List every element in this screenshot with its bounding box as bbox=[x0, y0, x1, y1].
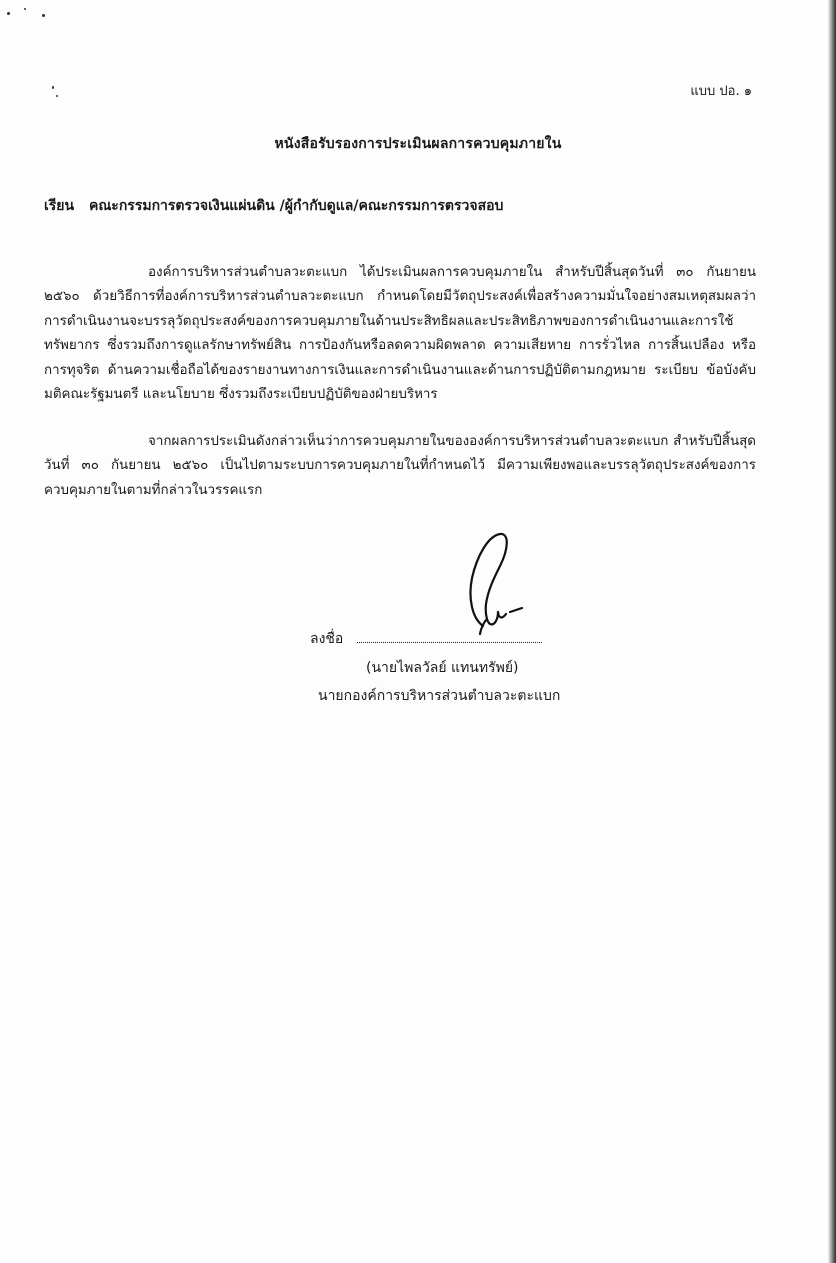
scan-speck bbox=[7, 12, 10, 15]
scan-speck bbox=[42, 14, 45, 17]
signatory-name: (นายไพลวัลย์ แทนทรัพย์) bbox=[366, 660, 519, 676]
document-title: หนังสือรับรองการประเมินผลการควบคุมภายใน bbox=[274, 136, 562, 152]
signature-label: ลงชื่อ bbox=[310, 631, 344, 647]
salutation-recipients: คณะกรรมการตรวจเงินแผ่นดิน /ผู้กำกับดูแล/คณะกรรมการตรวจสอบ bbox=[88, 198, 504, 214]
scan-speck bbox=[56, 95, 58, 97]
form-code: แบบ ปอ. ๑ bbox=[690, 84, 752, 99]
scan-edge-shadow bbox=[828, 0, 836, 1263]
salutation-lead: เรียน bbox=[44, 198, 75, 214]
body-paragraph-1: องค์การบริหารส่วนตำบลวะตะแบก ได้ประเมินผลการควบคุมภายใน สำหรับปีสิ้นสุดวันที่ ๓๐ กันยายน ๒๕๖๐ ด้วยวิธีการที่องค์การบริหารส่วนตำบลวะตะแบก กำหนดโดยมีวัตถุประสงค์เพื่อสร้างความมั่นใจอย่างสมเหตุสมผลว่า การดำเนินงานจะบรรลุวัตถุประสงค์ของการควบคุมภายในด้านประสิทธิผลและประสิทธิภาพของการดำเนินงานและการใช้ทรัพยากร ซึ่งรวมถึงการดูแลรักษาทรัพย์สิน การป้องกันหรือลดความผิดพลาด ความเสียหาย การรั่วไหล การสิ้นเปลือง หรือการทุจริต ด้านความเชื่อถือได้ของรายงานทางการเงินและการดำเนินงานและด้านการปฏิบัติตามกฎหมาย ระเบียบ ข้อบังคับ มติคณะรัฐมนตรี และนโยบาย ซึ่งรวมถึงระเบียบปฏิบัติของฝ่ายบริหาร bbox=[44, 265, 756, 403]
scan-speck bbox=[52, 86, 54, 89]
body-paragraph-2: จากผลการประเมินดังกล่าวเห็นว่าการควบคุมภายในขององค์การบริหารส่วนตำบลวะตะแบก สำหรับปีสิ้นสุดวันที่ ๓๐ กันยายน ๒๕๖๐ เป็นไปตามระบบการควบคุมภายในที่กำหนดไว้ มีความเพียงพอและบรรลุวัตถุประสงค์ของการควบคุมภายในตามที่กล่าวในวรรคแรก bbox=[44, 434, 756, 498]
signatory-position: นายกองค์การบริหารส่วนตำบลวะตะแบก bbox=[318, 688, 561, 704]
handwritten-signature-icon bbox=[450, 528, 530, 648]
signature-block bbox=[310, 528, 610, 708]
scan-speck bbox=[24, 8, 26, 10]
salutation bbox=[44, 195, 503, 217]
